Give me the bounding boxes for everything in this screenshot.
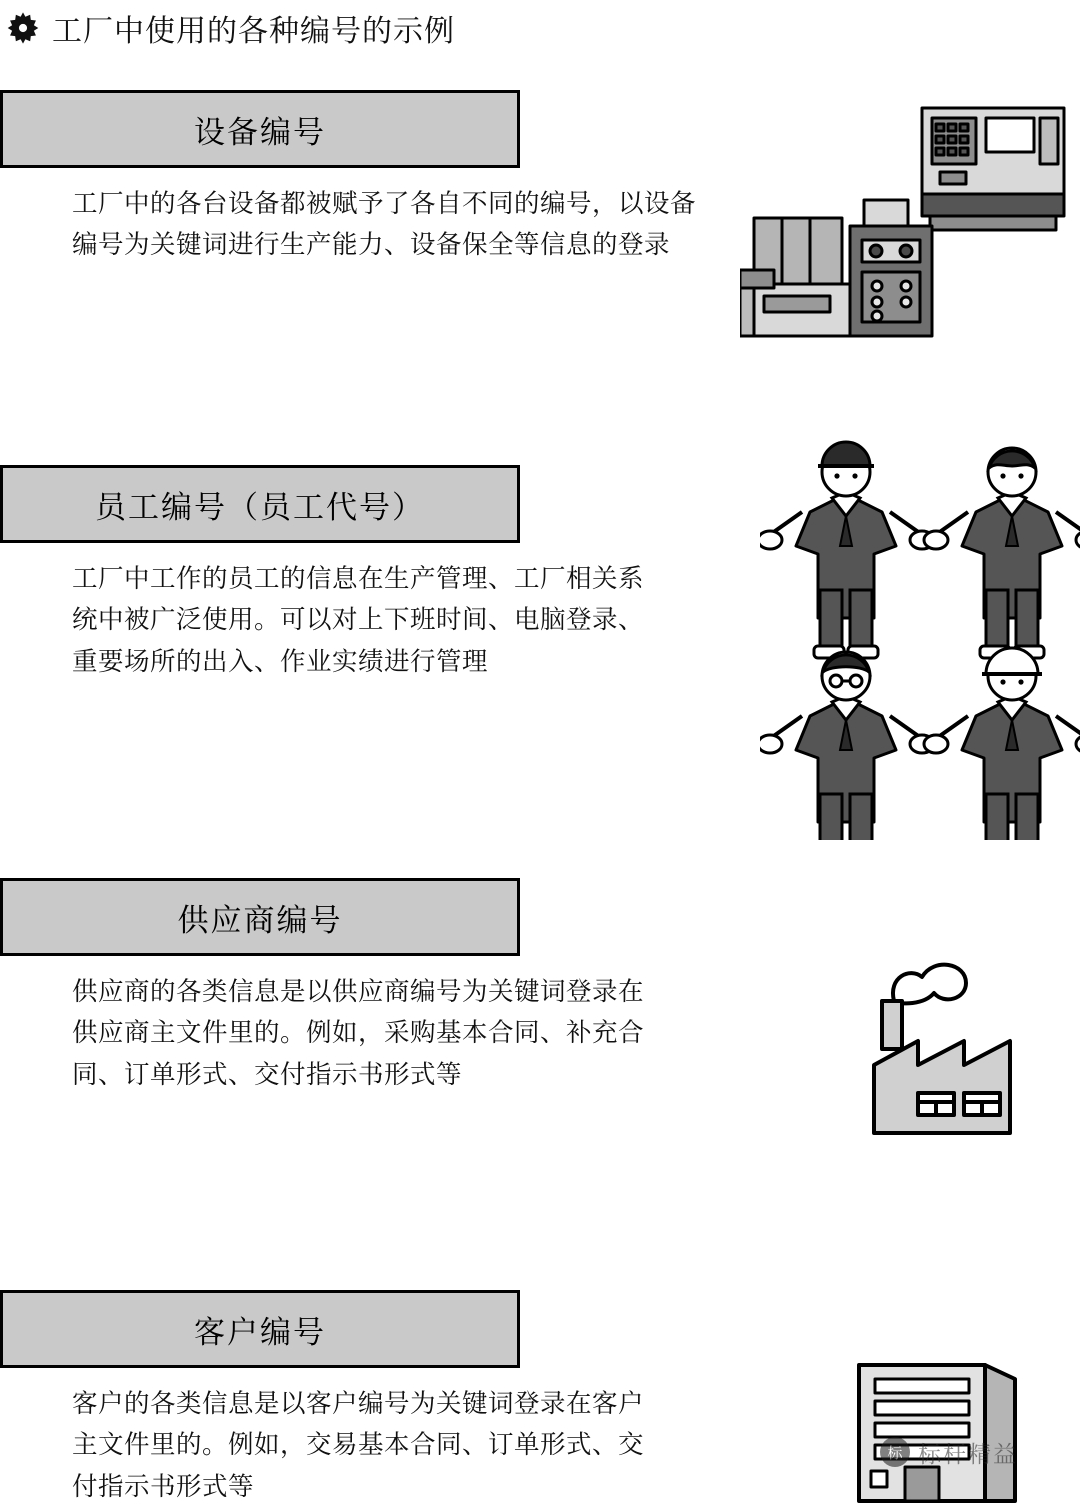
section-employee (0, 465, 660, 683)
factory-icon (860, 945, 1040, 1170)
watermark-badge: 标 (880, 1437, 910, 1467)
machine-icons (740, 100, 1070, 355)
banner-label: 设备编号 (194, 114, 326, 150)
body-equipment: 工厂中的各台设备都被赋予了各自不同的编号，以设备编号为关键词进行生产能力、设备保全等信息的登录 (72, 190, 697, 260)
banner-label: 客户编号 (194, 1314, 326, 1350)
body-customer: 客户的各类信息是以客户编号为关键词登录在客户主文件里的。例如，交易基本合同、订单形式、交付指示书形式等 (72, 1390, 645, 1501)
banner-label: 供应商编号 (177, 902, 343, 938)
banner-supplier (0, 878, 520, 956)
page-title: 工厂中使用的各种编号的示例 (52, 15, 455, 48)
page-header (0, 0, 1080, 56)
section-customer (0, 1290, 660, 1508)
worker-icons (760, 440, 1080, 845)
watermark-text: 标杆精益 (918, 1440, 1018, 1467)
section-supplier (0, 878, 660, 1096)
body-supplier: 供应商的各类信息是以供应商编号为关键词登录在供应商主文件里的。例如，采购基本合同、补充合同、订单形式、交付指示书形式等 (72, 978, 645, 1089)
banner-customer (0, 1290, 520, 1368)
gear-icon (6, 11, 40, 45)
banner-equipment (0, 90, 520, 168)
banner-label: 员工编号（员工代号） (95, 489, 425, 525)
watermark (880, 1432, 1070, 1472)
banner-employee (0, 465, 520, 543)
body-employee: 工厂中工作的员工的信息在生产管理、工厂相关系统中被广泛使用。可以对上下班时间、电脑登录、重要场所的出入、作业实绩进行管理 (72, 565, 645, 676)
section-equipment (0, 90, 700, 267)
